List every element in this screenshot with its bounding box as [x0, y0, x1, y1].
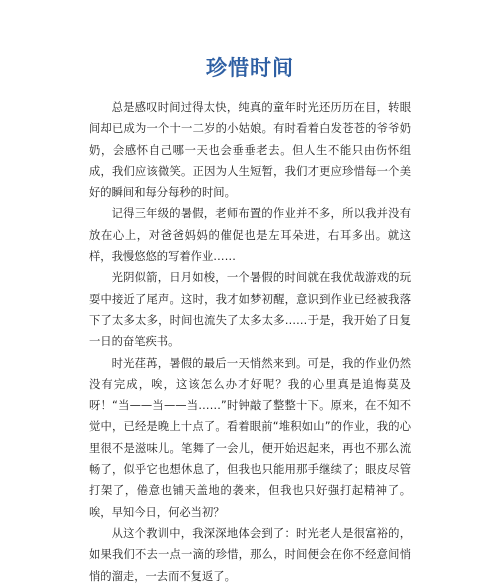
paragraph-2: 记得三年级的暑假，老师布置的作业并不多，所以我并没有放在心上，对爸爸妈妈的催促也是左耳朵进，右耳多出。就这样，我慢悠悠的写着作业……: [89, 207, 411, 264]
paragraph-1: 总是感叹时间过得太快，纯真的童年时光还历历在目，转眼间却已成为一个十一二岁的小姑娘。有时看着白发苍苍的爷爷奶奶，会感怀自己哪一天也会垂垂老去。但人生不能只由伤怀组成，我们应该微笑。正因为人生短暂，我们才更应珍惜每一个美好的瞬间和每分每秒的时间。: [89, 101, 411, 200]
paragraph-5: 从这个教训中，我深深地体会到了：时光老人是很富裕的，如果我们不去一点一滴的珍惜，那么，时间便会在你不经意间悄悄的溜走，一去而不复返了。: [89, 526, 411, 583]
document-title: 珍惜时间: [206, 56, 294, 80]
paragraph-4: 时光荏苒，暑假的最后一天悄然来到。可是，我的作业仍然没有完成，唉，这该怎么办才好呢？我的心里真是追悔莫及呀！“当——当——当……”时钟敲了整整十下。原来，在不知不觉中，已经是晚上十点了。看着眼前“堆积如山”的作业，我的心里很不是滋味儿。笔舞了一会儿，便开始迟起来，再也不那么流畅了，似乎它也想休息了，但我也只能用那手继续了；眼皮尽管打架了，倦意也铺天盖地的袭来，但我也只好强打起精神了。唉，早知今日，何必当初？: [89, 356, 411, 519]
paragraph-3: 光阴似箭，日月如梭，一个暑假的时间就在我优哉游戏的玩耍中接近了尾声。这时，我才如梦初醒，意识到作业已经被我落下了太多太多，时间也流失了太多太多……于是，我开始了日复一日的奋笔疾书。: [89, 271, 411, 349]
document-body: [89, 97, 411, 587]
